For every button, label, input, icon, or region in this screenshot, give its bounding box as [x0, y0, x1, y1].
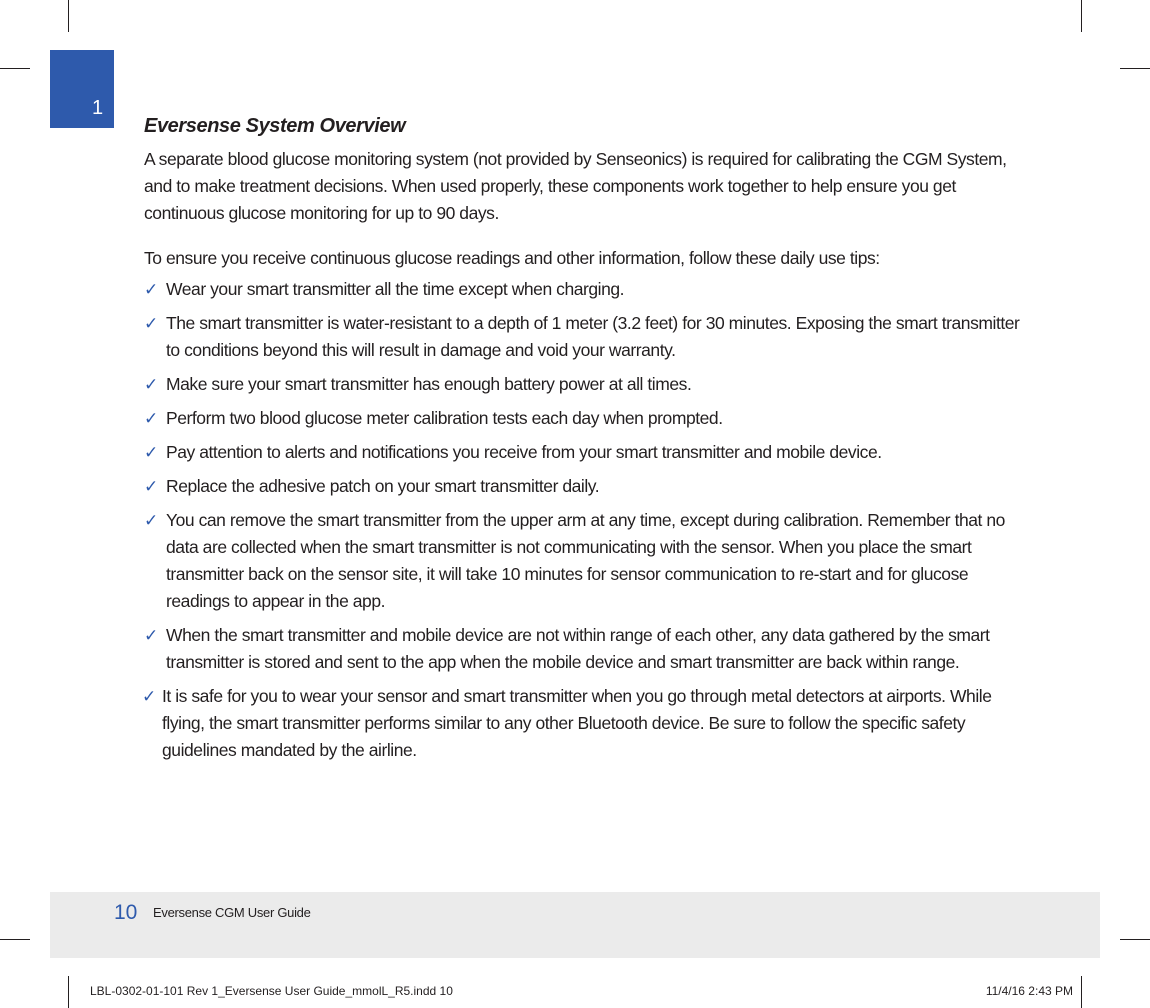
list-item — [144, 473, 1024, 500]
checkmark-icon: ✓ — [144, 477, 158, 497]
checkmark-icon: ✓ — [142, 687, 156, 707]
tip-text: Make sure your smart transmitter has enough battery power at all times. — [166, 374, 692, 394]
list-item — [144, 622, 1024, 676]
list-item — [144, 683, 1024, 764]
tip-text: You can remove the smart transmitter from the upper arm at any time, except during calibration. Remember that no data are collected when the smart transmitter is not communicating with the sensor. When you place the smart transmitter back on the sensor site, it will take 10 minutes for sensor communication to re-start and for glucose readings to appear in the app. — [166, 510, 1005, 611]
tip-text: Replace the adhesive patch on your smart transmitter daily. — [166, 476, 600, 496]
page-number: 10 — [114, 901, 138, 924]
chapter-tab — [50, 50, 114, 128]
guide-title: Eversense CGM User Guide — [153, 905, 311, 920]
tip-text: It is safe for you to wear your sensor and smart transmitter when you go through metal detectors at airports. While flying, the smart transmitter performs similar to any other Bluetooth device. Be sure to follow the specific safety guidelines mandated by the airline. — [162, 686, 992, 760]
crop-mark — [0, 68, 30, 69]
crop-mark — [1081, 976, 1082, 1008]
print-slug-timestamp: 11/4/16 2:43 PM — [985, 984, 1073, 998]
crop-mark — [68, 976, 69, 1008]
list-item — [144, 310, 1024, 364]
crop-mark — [1120, 939, 1150, 940]
list-item — [144, 507, 1024, 615]
crop-mark — [68, 0, 69, 32]
intro-paragraph: A separate blood glucose monitoring system (not provided by Senseonics) is required for calibrating the CGM System, and to make treatment decisions. When used properly, these components work together to help ensure you get continuous glucose monitoring for up to 90 days. — [144, 149, 1007, 223]
chapter-number: 1 — [92, 97, 104, 119]
tips-list — [144, 276, 1024, 764]
list-item — [144, 371, 1024, 398]
list-item — [144, 439, 1024, 466]
print-slug-file: LBL-0302-01-101 Rev 1_Eversense User Guide_mmolL_R5.indd 10 — [90, 984, 453, 998]
list-item — [144, 405, 1024, 432]
checkmark-icon: ✓ — [144, 409, 158, 429]
checkmark-icon: ✓ — [144, 280, 158, 300]
tips-intro: To ensure you receive continuous glucose readings and other information, follow these daily use tips: — [144, 248, 880, 268]
tip-text: When the smart transmitter and mobile device are not within range of each other, any data gathered by the smart transmitter is stored and sent to the app when the mobile device and smart transmitter are back within range. — [166, 625, 990, 672]
page-content — [144, 112, 1024, 771]
crop-mark — [1120, 68, 1150, 69]
tip-text: Wear your smart transmitter all the time except when charging. — [166, 279, 625, 299]
checkmark-icon: ✓ — [144, 314, 158, 334]
tip-text: Pay attention to alerts and notifications you receive from your smart transmitter and mobile device. — [166, 442, 882, 462]
tip-text: The smart transmitter is water-resistant to a depth of 1 meter (3.2 feet) for 30 minutes. Exposing the smart transmitter to conditions beyond this will result in damage and void your warranty. — [166, 313, 1020, 360]
crop-mark — [1081, 0, 1082, 32]
footer-band — [50, 892, 1100, 958]
tip-text: Perform two blood glucose meter calibration tests each day when prompted. — [166, 408, 723, 428]
checkmark-icon: ✓ — [144, 375, 158, 395]
section-heading: Eversense System Overview — [144, 115, 406, 137]
checkmark-icon: ✓ — [144, 443, 158, 463]
checkmark-icon: ✓ — [144, 511, 158, 531]
list-item — [144, 276, 1024, 303]
crop-mark — [0, 939, 30, 940]
checkmark-icon: ✓ — [144, 626, 158, 646]
